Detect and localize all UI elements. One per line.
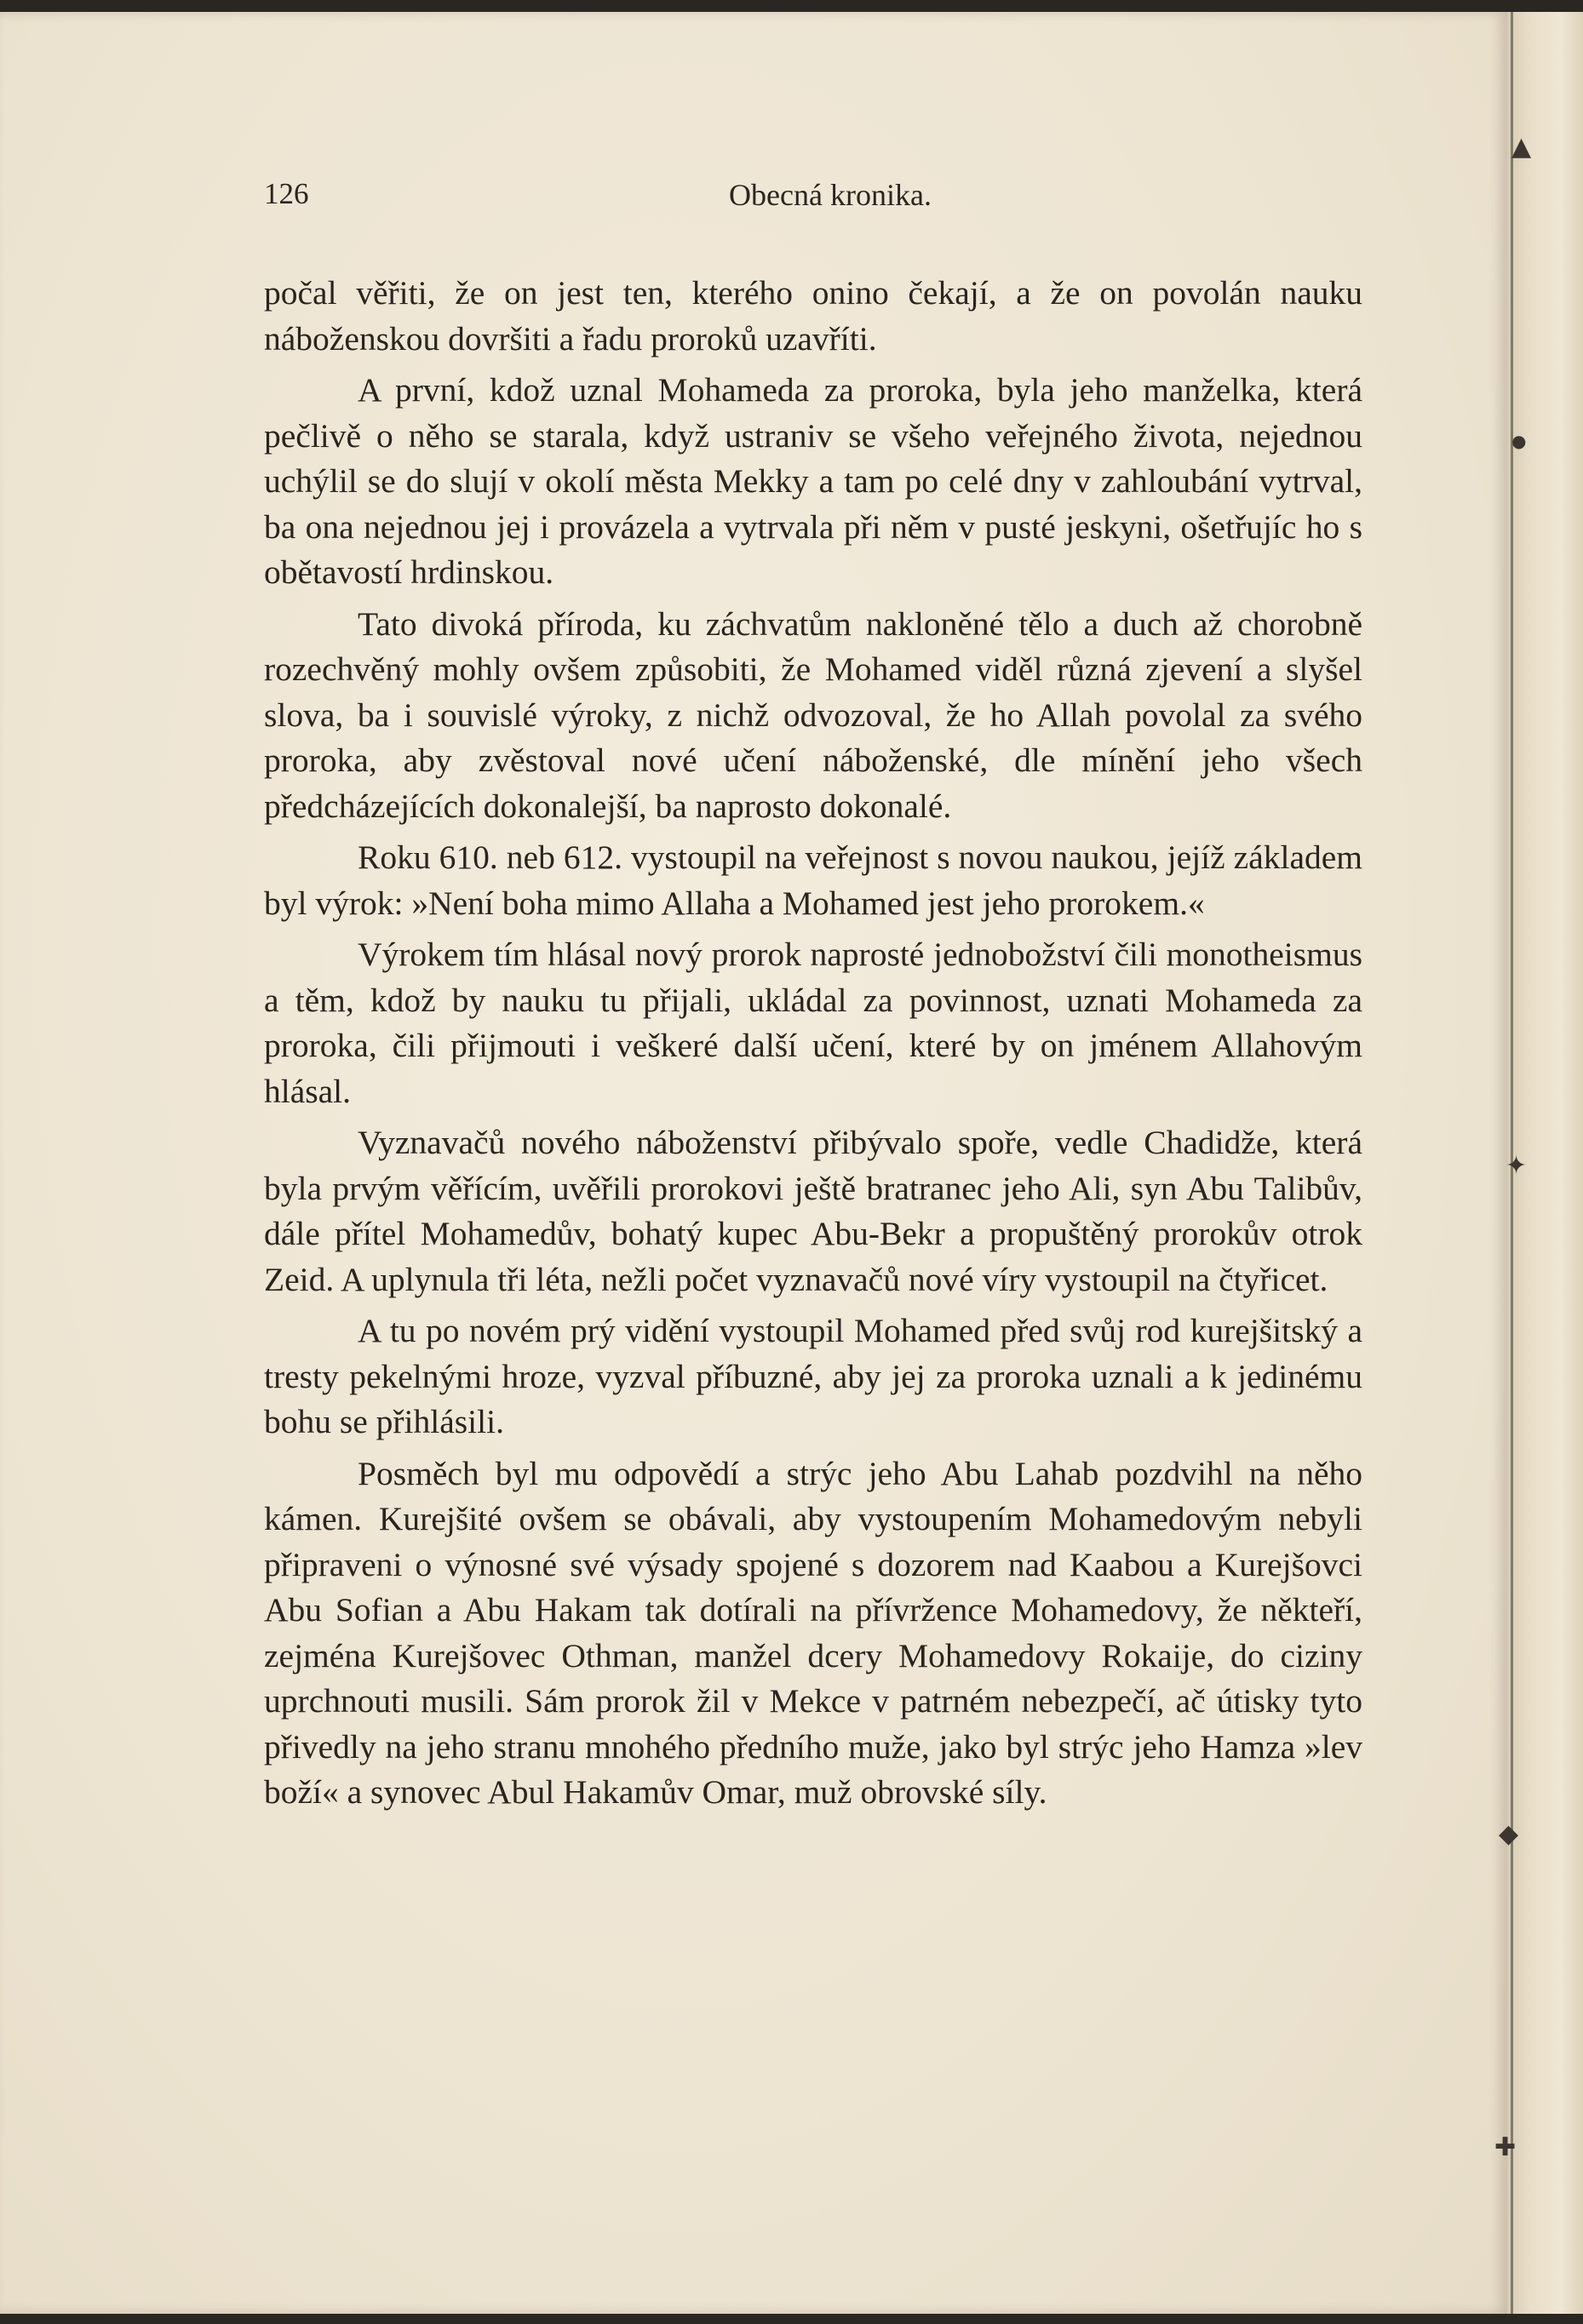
paragraph: Roku 610. neb 612. vystoupil na veřejnost s novou naukou, jejíž základem byl výrok: »Není boha mimo Allaha a Mohamed jest jeho prorokem.« bbox=[264, 839, 1362, 922]
paragraph: počal věřiti, že on jest ten, kterého onino čekají, a že on povolán nauku náboženskou dovršiti a řadu proroků uzavříti. bbox=[264, 274, 1362, 358]
margin-mark-icon: ◆ bbox=[1499, 1819, 1519, 1849]
margin-mark-icon: ▲ bbox=[1511, 132, 1532, 162]
margin-mark-icon: ● bbox=[1511, 431, 1527, 451]
body-text bbox=[264, 271, 1362, 1822]
paragraph: Posměch byl mu odpovědí a strýc jeho Abu Lahab pozdvihl na něho kámen. Kurejšité ovšem se obávali, aby vystoupením Mohamedovým nebyli připraveni o výnosné své výsady spojené s dozorem nad Kaabou a Kurejšovci Abu Sofian a Abu Hakam tak dotírali na přívržence Mohamedovy, že někteří, zejména Kurejšovec Othman, manžel dcery Mohamedovy Rokaije, do ciziny uprchnouti musili. Sám prorok žil v Mekce v patrném nebezpečí, ač útisky tyto přivedly na jeho stranu mnohého předního muže, jako byl strýc jeho Hamza »lev boží« a synovec Abul Hakamův Omar, muž obrovské síly. bbox=[264, 1454, 1362, 1811]
margin-mark-icon: ✚ bbox=[1494, 2132, 1517, 2162]
paragraph: Tato divoká příroda, ku záchvatům nakloněné tělo a duch až chorobně rozechvěný mohly ovšem způsobiti, že Mohamed viděl různá zjevení a slyšel slova, ba i souvislé výroky, z nichž odvozoval, že ho Allah povolal za svého proroka, aby zvěstoval nové učení náboženské, dle mínění jeho všech předcházejících dokonalejší, ba naprosto dokonalé. bbox=[264, 604, 1362, 825]
running-title: Obecná kronika. bbox=[729, 178, 932, 212]
page-number: 126 bbox=[264, 177, 309, 210]
paragraph: A první, kdož uznal Mohameda za proroka, byla jeho manželka, která pečlivě o něho se starala, když ustraniv se všeho veřejného života, nejednou uchýlil se do slují v okolí města Mekky a tam po celé dny v zahloubání vytrval, ba ona nejednou jej i provázela a vytrvala při něm v pusté jeskyni, ošetřujíc ho s obětavostí hrdinskou. bbox=[264, 371, 1362, 591]
page-header bbox=[264, 177, 1362, 220]
paragraph: A tu po novém prý vidění vystoupil Mohamed před svůj rod kurejšitský a tresty pekelnými hroze, vyzval příbuzné, aby jej za proroka uznali a k jedinému bohu se přihlásili. bbox=[264, 1312, 1362, 1440]
paragraph: Výrokem tím hlásal nový prorok naprosté jednobožství čili monotheismus a těm, kdož by nauku tu přijali, ukládal za povinnost, uznati Mohameda za proroka, čili přijmouti i veškeré další učení, které by on jménem Allahovým hlásal. bbox=[264, 936, 1362, 1110]
margin-mark-icon: ✦ bbox=[1506, 1151, 1528, 1181]
paragraph: Vyznavačů nového náboženství přibývalo spoře, vedle Chadidže, která byla prvým věřícím, uvěřili prorokovi ještě bratranec jeho Ali, syn Abu Talibův, dále přítel Mohamedův, bohatý kupec Abu-Bekr a propuštěný prorokův otrok Zeid. A uplynula tři léta, nežli počet vyznavačů nové víry vystoupil na čtyřicet. bbox=[264, 1124, 1362, 1298]
